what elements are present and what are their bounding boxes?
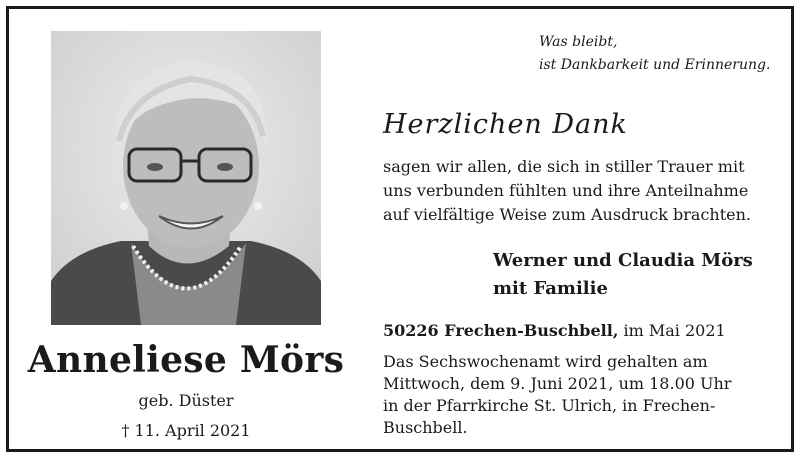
service-line: Mittwoch, dem 9. Juni 2021, um 18.00 Uhr [383,374,732,393]
death-date: † 11. April 2021 [121,421,251,440]
quote-line: Was bleibt, [539,34,618,50]
portrait-image [51,31,321,325]
place-month: im Mai 2021 [618,321,726,340]
thanks-text [383,155,783,227]
obituary-frame [6,6,794,452]
deceased-name: Anneliese Mörs [27,339,345,381]
quote-line: ist Dankbarkeit und Erinnerung. [539,57,771,73]
maiden-name: geb. Düster [138,391,234,410]
place-city: 50226 Frechen-Buschbell, [383,321,619,340]
service-line: in der Pfarrkirche St. Ulrich, in Frechen- [383,396,716,415]
memorial-quote [539,31,789,77]
family-signature [493,247,753,303]
portrait-photo [51,31,321,325]
thanks-line: uns verbunden fühlten und ihre Anteilnahme [383,181,749,200]
family-names: Werner und Claudia Mörs [493,250,753,271]
thanks-heading: Herzlichen Dank [383,109,628,140]
thanks-line: auf vielfältige Weise zum Ausdruck brachten. [383,205,751,224]
thanks-line: sagen wir allen, die sich in stiller Trauer mit [383,157,745,176]
family-suffix: mit Familie [493,278,608,299]
service-line: Buschbell. [383,418,468,437]
place-date [383,321,726,340]
service-info [383,351,783,439]
service-line: Das Sechswochenamt wird gehalten am [383,352,708,371]
